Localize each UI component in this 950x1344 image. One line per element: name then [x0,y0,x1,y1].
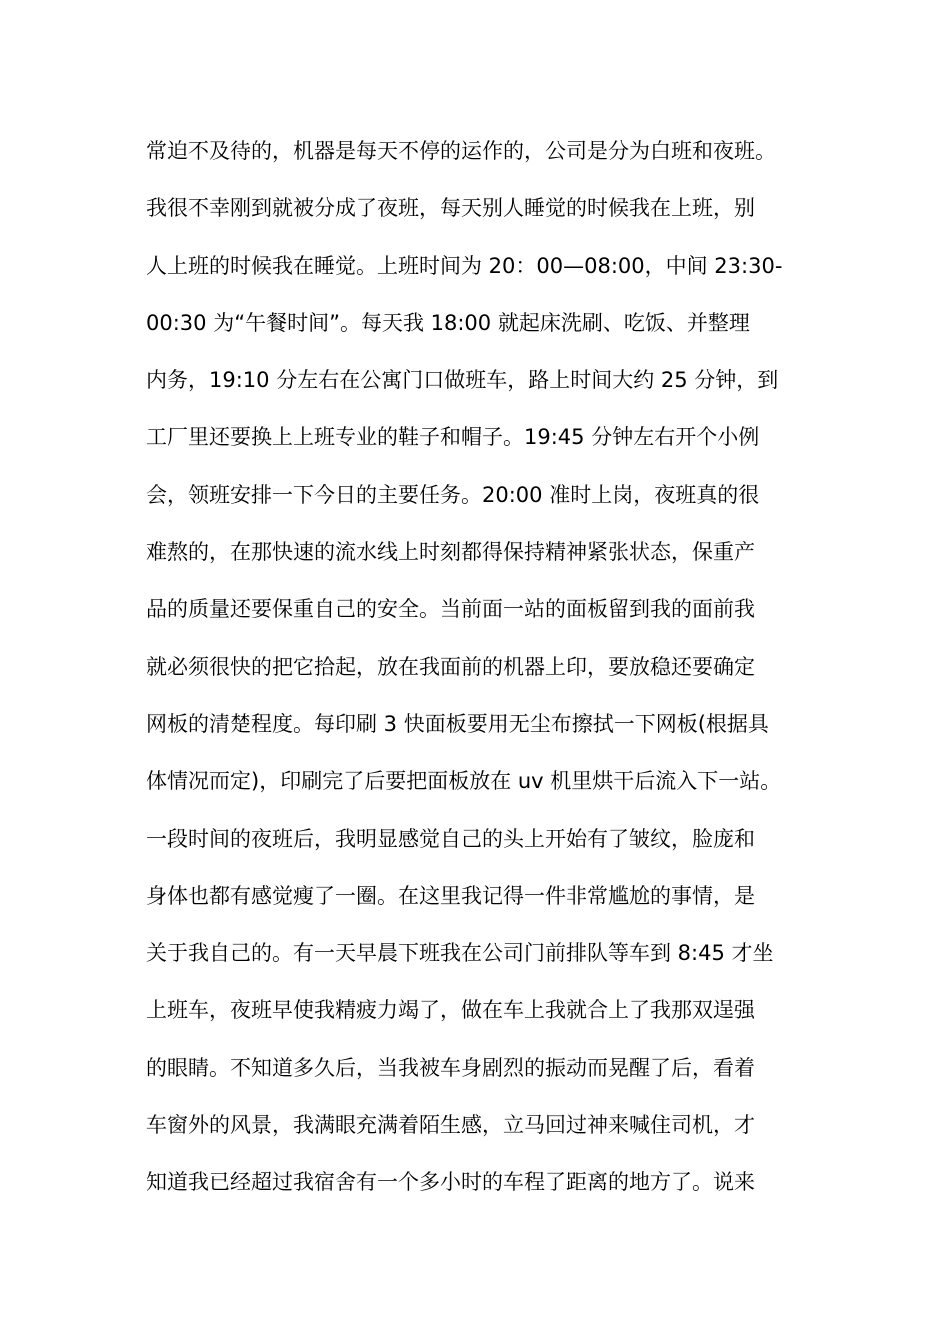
text-line: 一段时间的夜班后，我明显感觉自己的头上开始有了皱纹，脸庞和 [146,826,755,851]
text-line: 我很不幸刚到就被分成了夜班，每天别人睡觉的时候我在上班，别 [146,196,755,221]
text-line: 的眼睛。不知道多久后，当我被车身剧烈的振动而晃醒了后，看着 [146,1055,755,1080]
body-paragraph [146,130,818,1219]
text-line: 品的质量还要保重自己的安全。当前面一站的面板留到我的面前我 [146,597,755,622]
text-line: 身体也都有感觉瘦了一圈。在这里我记得一件非常尴尬的事情，是 [146,883,755,908]
text-line: 难熬的，在那快速的流水线上时刻都得保持精神紧张状态，保重产 [146,540,755,565]
text-line: 人上班的时候我在睡觉。上班时间为 20：00—08:00，中间 23:30- [146,253,783,278]
text-line: 上班车，夜班早使我精疲力竭了，做在车上我就合上了我那双逞强 [146,998,755,1023]
text-line: 就必须很快的把它拾起，放在我面前的机器上印，要放稳还要确定 [146,654,755,679]
text-line: 网板的清楚程度。每印刷 3 快面板要用无尘布擦拭一下网板(根据具 [146,711,769,736]
text-line: 内务，19:10 分左右在公寓门口做班车，路上时间大约 25 分钟，到 [146,368,779,393]
text-line: 体情况而定)，印刷完了后要把面板放在 uv 机里烘干后流入下一站。 [146,769,782,794]
text-line: 车窗外的风景，我满眼充满着陌生感，立马回过神来喊住司机，才 [146,1113,755,1138]
text-line: 00:30 为“午餐时间”。每天我 18:00 就起床洗刷、吃饭、并整理 [146,310,750,335]
text-line: 常迫不及待的，机器是每天不停的运作的，公司是分为白班和夜班。 [146,139,776,163]
text-line: 会，领班安排一下今日的主要任务。20:00 准时上岗，夜班真的很 [146,482,760,507]
text-line: 关于我自己的。有一天早晨下班我在公司门前排队等车到 8:45 才坐 [146,941,774,966]
text-line: 知道我已经超过我宿舍有一个多小时的车程了距离的地方了。说来 [146,1170,755,1195]
text-line: 工厂里还要换上上班专业的鞋子和帽子。19:45 分钟左右开个小例 [146,425,760,450]
